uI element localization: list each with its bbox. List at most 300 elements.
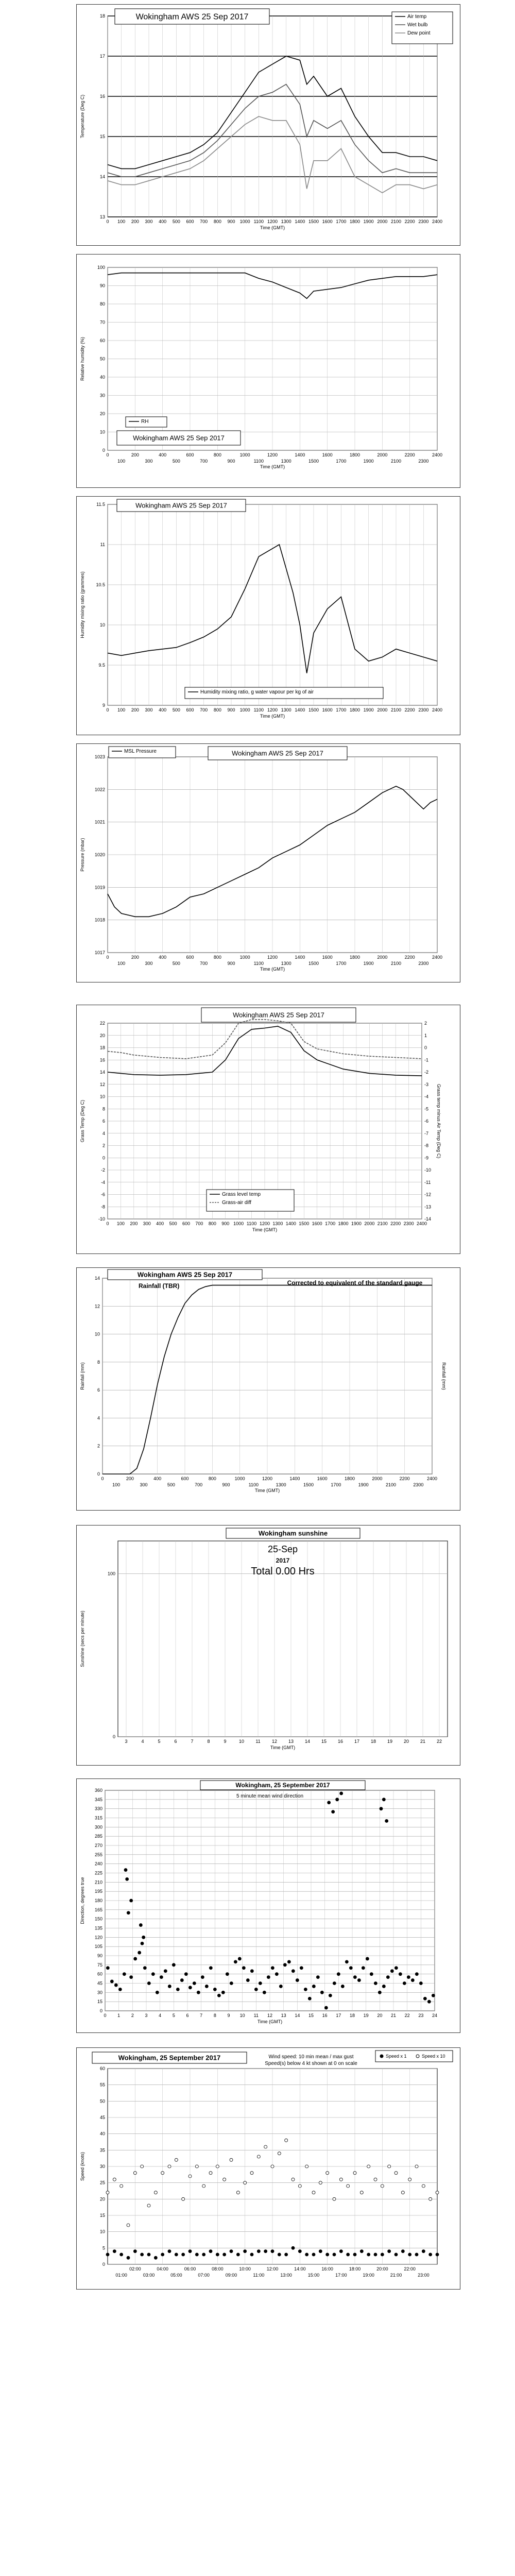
x-tick-label: 2100 xyxy=(390,219,402,224)
data-point xyxy=(244,2181,247,2184)
x-tick-label-bottom: 03:00 xyxy=(143,2273,155,2278)
data-point xyxy=(333,2197,336,2200)
data-point xyxy=(319,2181,322,2184)
x-tick-label: 1000 xyxy=(233,1221,244,1226)
data-point xyxy=(362,1967,365,1970)
y-tick-label: 2 xyxy=(102,1143,105,1148)
y-tick-label: 105 xyxy=(94,1944,102,1950)
data-point xyxy=(175,2158,178,2161)
y-tick-label: 100 xyxy=(107,1571,115,1577)
x-tick-label-bottom: 1300 xyxy=(276,1482,286,1487)
data-point xyxy=(429,2253,432,2256)
data-point xyxy=(110,1980,113,1983)
y-tick-label: 15 xyxy=(97,1999,102,2005)
x-tick-label-bottom: 19:00 xyxy=(363,2273,374,2278)
y-right-tick-label: -8 xyxy=(424,1143,429,1148)
data-point xyxy=(287,1960,290,1963)
data-point xyxy=(291,2178,295,2181)
data-point xyxy=(296,1979,299,1982)
data-point xyxy=(324,2006,328,2009)
x-tick-label-top: 1000 xyxy=(239,955,250,960)
y-tick-label: 11.5 xyxy=(96,502,105,507)
y-tick-label: 180 xyxy=(94,1898,102,1903)
x-tick-label: 900 xyxy=(227,219,235,224)
data-point xyxy=(257,2155,260,2158)
y-tick-label: 70 xyxy=(99,319,105,325)
data-point xyxy=(230,2158,233,2161)
legend-label: Grass-air diff xyxy=(222,1200,252,1206)
x-tick-label: 18 xyxy=(370,1739,376,1744)
x-tick-label-top: 1200 xyxy=(262,1476,273,1481)
data-point xyxy=(254,1988,258,1991)
x-tick-label: 1500 xyxy=(299,1221,310,1226)
data-point xyxy=(367,2165,370,2168)
x-tick-label: 0 xyxy=(106,219,109,224)
y-tick-label: 195 xyxy=(94,1889,102,1894)
x-tick-label: 600 xyxy=(186,219,194,224)
data-point xyxy=(216,2253,219,2256)
y-tick-label: 22 xyxy=(99,1021,105,1026)
x-tick-label: 1500 xyxy=(308,707,319,713)
x-tick-label-top: 200 xyxy=(131,452,139,457)
y-tick-label: 360 xyxy=(94,1788,102,1793)
y-tick-label: 14 xyxy=(99,174,105,179)
data-point xyxy=(147,2253,150,2256)
x-tick-label-bottom: 500 xyxy=(172,459,180,464)
x-tick-label: 700 xyxy=(195,1221,203,1226)
data-point xyxy=(345,1960,348,1963)
data-point xyxy=(127,1911,130,1914)
y-axis-label: Grass Temp (Deg C) xyxy=(80,1099,85,1143)
x-tick-label: 19 xyxy=(363,2013,369,2018)
x-tick-label: 9 xyxy=(227,2013,230,2018)
y-axis-label: Direction, degrees true xyxy=(80,1877,85,1924)
x-axis-label: Time (GMT) xyxy=(260,225,285,230)
x-tick-label-bottom: 1700 xyxy=(336,961,347,966)
y-tick-label: 15 xyxy=(99,134,105,139)
x-tick-label-bottom: 300 xyxy=(140,1482,148,1487)
data-point xyxy=(415,1973,418,1976)
x-tick-label: 1600 xyxy=(322,219,333,224)
data-point xyxy=(333,1982,336,1985)
x-tick-label: 300 xyxy=(145,219,153,224)
x-tick-label-top: 2200 xyxy=(404,955,415,960)
x-tick-label: 1400 xyxy=(295,219,305,224)
x-tick-label: 8 xyxy=(213,2013,216,2018)
y-tick-label: 18 xyxy=(99,1045,105,1050)
data-point xyxy=(154,2256,157,2259)
x-tick-label: 17 xyxy=(336,2013,341,2018)
x-tick-label-bottom: 2300 xyxy=(418,961,429,966)
data-point xyxy=(130,1976,133,1979)
x-tick-label-bottom: 1500 xyxy=(308,961,319,966)
y-tick-label: 14 xyxy=(94,1276,100,1281)
x-tick-label-bottom: 07:00 xyxy=(198,2273,210,2278)
y-axis-label: Humidity mixing ratio (grammes) xyxy=(80,571,85,638)
data-point xyxy=(201,1976,204,1979)
y-tick-label: 30 xyxy=(97,1990,102,1995)
x-tick-label: 3 xyxy=(145,2013,148,2018)
x-tick-label: 2300 xyxy=(418,219,429,224)
data-point xyxy=(142,1936,145,1939)
x-tick-label: 200 xyxy=(131,707,139,713)
y-axis-label: Speed (knots) xyxy=(80,2151,85,2181)
chart-sunshine xyxy=(76,1525,460,1766)
x-tick-label-bottom: 11:00 xyxy=(253,2273,265,2278)
x-tick-label: 1300 xyxy=(272,1221,283,1226)
data-point xyxy=(242,1967,245,1970)
x-tick-label-bottom: 100 xyxy=(112,1482,121,1487)
x-tick-label: 1600 xyxy=(312,1221,322,1226)
data-point xyxy=(320,1991,323,1994)
data-point xyxy=(349,1967,352,1970)
data-point xyxy=(278,2253,281,2256)
y-tick-label: 10 xyxy=(99,2229,105,2234)
x-tick-label: 1800 xyxy=(349,707,360,713)
data-point xyxy=(378,1991,381,1994)
data-point xyxy=(113,2178,116,2181)
x-tick-label-bottom: 1900 xyxy=(358,1482,369,1487)
y-tick-label: 330 xyxy=(94,1806,102,1811)
chart-wind-direction xyxy=(76,1778,460,2033)
x-tick-label: 100 xyxy=(117,219,126,224)
x-tick-label-bottom: 900 xyxy=(222,1482,230,1487)
data-point xyxy=(205,1985,208,1988)
data-point xyxy=(300,1967,303,1970)
x-tick-label: 12 xyxy=(271,1739,278,1744)
x-tick-label: 3 xyxy=(125,1739,128,1744)
x-tick-label: 100 xyxy=(116,1221,125,1226)
y-right-tick-label: -5 xyxy=(424,1106,429,1112)
y-tick-label: 13 xyxy=(99,214,105,219)
data-point xyxy=(360,2250,363,2253)
x-tick-label-bottom: 1100 xyxy=(253,459,264,464)
data-point xyxy=(127,2256,130,2259)
x-tick-label: 18 xyxy=(349,2013,355,2018)
chart-grass-temp-svg xyxy=(77,1005,460,1253)
y-tick-label: 55 xyxy=(99,2082,105,2088)
y-tick-label: 14 xyxy=(99,1070,105,1075)
chart-temperature-svg xyxy=(77,5,460,245)
x-tick-label-top: 18:00 xyxy=(349,2266,361,2272)
data-point xyxy=(305,2253,308,2256)
y-tick-label: 1020 xyxy=(94,852,105,857)
data-point xyxy=(230,2250,233,2253)
x-tick-label: 10 xyxy=(239,2013,245,2018)
x-tick-label: 2300 xyxy=(403,1221,414,1226)
x-tick-label-bottom: 15:00 xyxy=(307,2273,320,2278)
x-axis-label: Time (GMT) xyxy=(257,2019,283,2024)
legend-label: Dew point xyxy=(407,30,431,36)
y-tick-label: -8 xyxy=(100,1204,105,1210)
x-tick-label: 14 xyxy=(295,2013,300,2018)
y-tick-label: 135 xyxy=(94,1925,102,1931)
x-tick-label-bottom: 700 xyxy=(200,459,208,464)
x-tick-label: 13 xyxy=(281,2013,286,2018)
x-tick-label-top: 2400 xyxy=(426,1476,438,1481)
data-point xyxy=(291,2246,295,2249)
y-tick-label: 50 xyxy=(99,356,105,362)
x-tick-label: 2100 xyxy=(390,707,402,713)
data-point xyxy=(141,1942,144,1945)
chart-annotation: Corrected to equivalent of the standard gauge xyxy=(287,1279,423,1286)
data-point xyxy=(308,1997,311,2000)
x-tick-label: 23 xyxy=(418,2013,424,2018)
y-tick-label: 1021 xyxy=(94,819,105,825)
x-tick-label-top: 12:00 xyxy=(266,2266,279,2272)
data-point xyxy=(143,1967,146,1970)
x-tick-label: 400 xyxy=(159,219,167,224)
y-tick-label: 2 xyxy=(97,1443,100,1449)
data-point xyxy=(279,1985,282,1988)
x-tick-label-bottom: 300 xyxy=(145,961,153,966)
x-tick-label-top: 1000 xyxy=(234,1476,245,1481)
x-tick-label: 1200 xyxy=(267,219,278,224)
chart-total: Total 0.00 Hrs xyxy=(251,1566,315,1577)
data-point xyxy=(234,1960,237,1963)
x-tick-label-bottom: 1100 xyxy=(253,961,264,966)
x-tick-label: 4 xyxy=(141,1739,144,1744)
y-tick-label: 0 xyxy=(102,1155,105,1161)
y-tick-label: 10.5 xyxy=(96,582,105,587)
x-tick-label: 1700 xyxy=(336,219,347,224)
data-point xyxy=(172,1963,175,1967)
data-point xyxy=(271,2165,274,2168)
data-point xyxy=(432,1994,435,1997)
data-point xyxy=(380,1807,383,1810)
data-point xyxy=(154,2191,157,2194)
data-point xyxy=(347,2184,350,2188)
data-point xyxy=(133,2172,136,2175)
x-tick-label-top: 800 xyxy=(213,955,221,960)
data-point xyxy=(285,2139,288,2142)
data-point xyxy=(238,1957,241,1960)
x-tick-label: 5 xyxy=(158,1739,161,1744)
y-right-tick-label: -2 xyxy=(424,1070,429,1075)
x-tick-label: 2200 xyxy=(390,1221,401,1226)
y-tick-label: 11 xyxy=(100,542,105,547)
x-tick-label: 1400 xyxy=(285,1221,296,1226)
chart-title: Wokingham, 25 September 2017 xyxy=(118,2054,221,2062)
data-point xyxy=(182,2253,185,2256)
x-axis-label: Time (GMT) xyxy=(260,714,285,719)
x-tick-label: 700 xyxy=(200,707,208,713)
x-tick-label-top: 06:00 xyxy=(184,2266,196,2272)
data-point xyxy=(133,2250,136,2253)
data-point xyxy=(382,1798,385,1801)
data-point xyxy=(147,1982,150,1985)
data-point xyxy=(106,2191,109,2194)
data-point xyxy=(382,1985,385,1988)
y-right-tick-label: -12 xyxy=(424,1192,432,1197)
chart-title: Wokingham AWS 25 Sep 2017 xyxy=(133,434,225,442)
y-tick-label: 16 xyxy=(99,1057,105,1063)
x-tick-label: 2200 xyxy=(404,219,415,224)
y-tick-label: 0 xyxy=(97,1471,100,1477)
data-point xyxy=(120,2253,123,2256)
data-point xyxy=(168,2165,171,2168)
chart-pressure xyxy=(76,743,460,982)
x-tick-label-bottom: 1300 xyxy=(281,459,291,464)
chart-mixing-ratio xyxy=(76,496,460,735)
y-tick-label: 30 xyxy=(99,2164,105,2169)
x-axis-label: Time (GMT) xyxy=(260,464,285,469)
data-point xyxy=(123,1973,126,1976)
data-point xyxy=(106,1967,109,1970)
x-tick-label: 300 xyxy=(145,707,153,713)
data-point xyxy=(141,2253,144,2256)
data-point xyxy=(370,1973,373,1976)
y-tick-label: 120 xyxy=(94,1935,102,1940)
x-tick-label: 0 xyxy=(106,1221,109,1226)
x-tick-label: 600 xyxy=(182,1221,191,1226)
data-point xyxy=(298,2250,301,2253)
x-tick-label-bottom: 900 xyxy=(227,961,235,966)
data-point xyxy=(182,2197,185,2200)
data-point xyxy=(244,2250,247,2253)
chart-pressure-svg xyxy=(77,744,460,982)
legend-label: Speed x 10 xyxy=(422,2054,445,2059)
legend-label: RH xyxy=(141,419,149,425)
legend-label: MSL Pressure xyxy=(124,749,157,754)
chart-humidity xyxy=(76,254,460,488)
data-point xyxy=(427,2000,431,2003)
data-point xyxy=(130,1899,133,1902)
x-tick-label: 1100 xyxy=(246,1221,257,1226)
y-tick-label: 15 xyxy=(99,2213,105,2218)
x-tick-label: 2100 xyxy=(377,1221,388,1226)
data-point xyxy=(250,2253,253,2256)
y-tick-label: 240 xyxy=(94,1861,102,1867)
data-point xyxy=(347,2253,350,2256)
data-point xyxy=(328,1801,331,1804)
chart-wind-direction-svg xyxy=(77,1779,460,2032)
data-point xyxy=(188,2250,192,2253)
y-axis-label-right: Grass temp minus Air Temp (Deg C) xyxy=(436,1083,441,1159)
x-tick-label-bottom: 500 xyxy=(167,1482,175,1487)
data-point xyxy=(138,1951,141,1954)
x-tick-label: 1200 xyxy=(259,1221,270,1226)
chart-subtitle: Rainfall (TBR) xyxy=(139,1282,180,1290)
y-tick-label: 30 xyxy=(99,393,105,398)
x-tick-label: 700 xyxy=(200,219,208,224)
y-right-tick-label: 2 xyxy=(424,1021,427,1026)
x-tick-label-bottom: 2100 xyxy=(390,459,402,464)
data-point xyxy=(156,1991,159,1994)
data-point xyxy=(390,1970,393,1973)
data-point xyxy=(408,2178,411,2181)
x-tick-label-top: 2000 xyxy=(377,955,388,960)
x-tick-label-bottom: 13:00 xyxy=(280,2273,292,2278)
x-tick-label-bottom: 2100 xyxy=(390,961,402,966)
y-tick-label: 35 xyxy=(99,2147,105,2153)
x-tick-label-bottom: 23:00 xyxy=(418,2273,430,2278)
data-point xyxy=(341,1985,344,1988)
data-point xyxy=(408,2253,411,2256)
y-axis-label: Rainfall (mm) xyxy=(80,1362,85,1390)
data-point xyxy=(401,2250,404,2253)
legend-label: Humidity mixing ratio, g water vapour per kg of air xyxy=(200,689,314,695)
chart-humidity-svg xyxy=(77,255,460,487)
chart-title: Wokingham AWS 25 Sep 2017 xyxy=(135,12,249,22)
data-point xyxy=(326,2172,329,2175)
data-point xyxy=(188,2175,192,2178)
data-point xyxy=(184,1973,187,1976)
x-tick-label-top: 1800 xyxy=(349,452,360,457)
x-tick-label-top: 0 xyxy=(101,1476,104,1481)
y-tick-label: 12 xyxy=(99,1081,105,1087)
data-point xyxy=(209,1967,212,1970)
data-point xyxy=(275,1973,278,1976)
data-point xyxy=(394,1967,398,1970)
x-tick-label: 300 xyxy=(143,1221,151,1226)
x-tick-label-bottom: 2100 xyxy=(385,1482,397,1487)
x-tick-label-top: 600 xyxy=(186,452,194,457)
x-tick-label: 0 xyxy=(104,2013,107,2018)
x-tick-label: 900 xyxy=(227,707,235,713)
x-tick-label: 1900 xyxy=(351,1221,362,1226)
data-point xyxy=(168,1985,171,1988)
x-tick-label: 2000 xyxy=(364,1221,375,1226)
y-tick-label: 4 xyxy=(102,1130,105,1136)
data-point xyxy=(271,1967,274,1970)
y-tick-label: 25 xyxy=(99,2180,105,2185)
x-tick-label: 1800 xyxy=(338,1221,349,1226)
x-tick-label: 2200 xyxy=(404,707,415,713)
y-tick-label: 45 xyxy=(97,1980,102,1986)
x-tick-label-bottom: 900 xyxy=(227,459,235,464)
data-point xyxy=(236,2191,239,2194)
data-point xyxy=(151,1973,154,1976)
x-tick-label-top: 400 xyxy=(159,955,167,960)
x-tick-label: 1 xyxy=(117,2013,121,2018)
chart-subtitle: 25-Sep xyxy=(267,1544,298,1554)
x-tick-label-top: 14:00 xyxy=(294,2266,306,2272)
y-axis-label: Temperature (Deg C) xyxy=(80,94,85,139)
data-point xyxy=(114,1984,117,1987)
x-tick-label-bottom: 1900 xyxy=(363,459,374,464)
data-point xyxy=(304,1988,307,1991)
data-point xyxy=(374,1982,377,1985)
data-point xyxy=(366,1957,369,1960)
data-point xyxy=(353,2172,356,2175)
x-tick-label: 15 xyxy=(321,1739,327,1744)
y-tick-label: 150 xyxy=(94,1916,102,1922)
y-tick-label: 210 xyxy=(94,1879,102,1885)
y-tick-label: 6 xyxy=(102,1118,105,1124)
x-tick-label: 14 xyxy=(304,1739,311,1744)
x-tick-label: 2400 xyxy=(416,1221,427,1226)
x-tick-label: 6 xyxy=(174,1739,177,1744)
data-point xyxy=(250,2172,253,2175)
data-point xyxy=(367,2253,370,2256)
y-tick-label: 100 xyxy=(97,265,105,270)
data-point xyxy=(267,1976,270,1979)
x-tick-label: 400 xyxy=(156,1221,164,1226)
x-tick-label: 2 xyxy=(131,2013,134,2018)
data-point xyxy=(118,1988,122,1991)
x-tick-label-bottom: 700 xyxy=(195,1482,203,1487)
chart-sunshine-svg xyxy=(77,1526,460,1765)
data-point xyxy=(285,2253,288,2256)
data-point xyxy=(197,1991,200,1994)
y-tick-label: 60 xyxy=(99,338,105,343)
data-point xyxy=(164,1970,167,1973)
y-right-tick-label: -14 xyxy=(424,1216,432,1222)
data-point xyxy=(423,1997,426,2000)
x-tick-label-top: 1400 xyxy=(295,452,305,457)
data-point xyxy=(250,1970,253,1973)
